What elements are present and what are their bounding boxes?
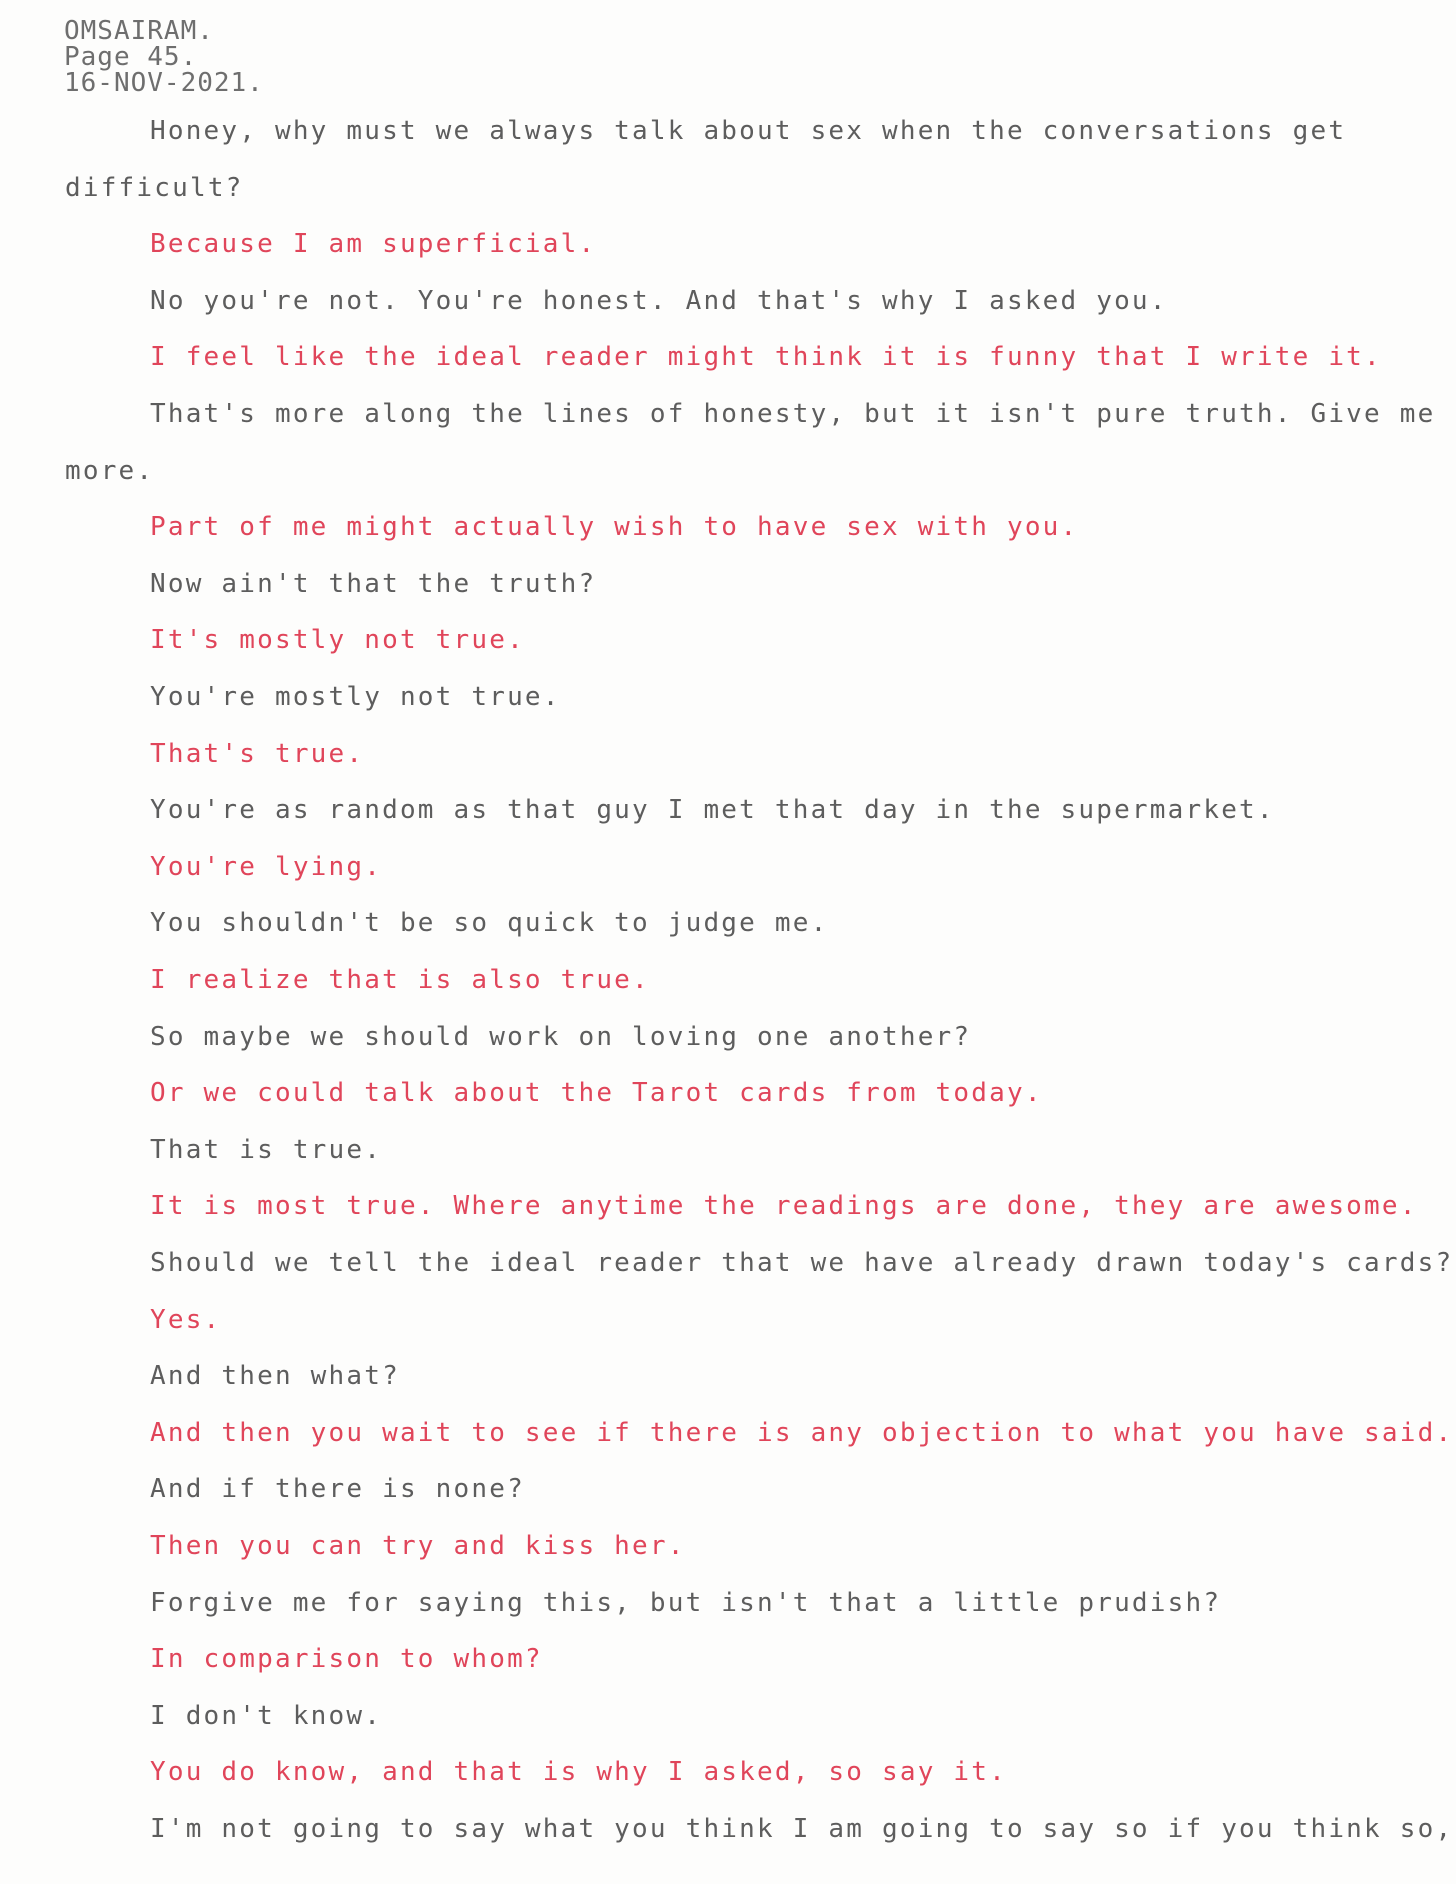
black-typed-line: I'm not going to say what you think I am going to say so if you think so, <box>150 1814 1454 1844</box>
header-title: OMSAIRAM. <box>64 16 214 46</box>
black-typed-line: You're as random as that guy I met that day in the supermarket. <box>150 795 1275 826</box>
black-typed-line: Now ain't that the truth? <box>150 568 597 599</box>
header-page-number: Page 45. <box>64 42 198 72</box>
red-typed-line: Or we could talk about the Tarot cards from today. <box>150 1078 1043 1109</box>
black-typed-line: I don't know. <box>150 1700 383 1731</box>
black-typed-line: Honey, why must we always talk about sex when the conversations get <box>150 116 1347 146</box>
page-header <box>64 18 264 96</box>
black-typed-line: more. <box>65 455 155 486</box>
red-typed-line: And then you wait to see if there is any objection to what you have said. <box>150 1417 1454 1448</box>
black-typed-line: Forgive me for saying this, but isn't that a little prudish? <box>150 1587 1222 1618</box>
red-typed-line: Then you can try and kiss her. <box>150 1531 686 1561</box>
red-typed-line: Because I am superficial. <box>150 229 597 260</box>
black-typed-line: That is true. <box>150 1134 383 1165</box>
red-typed-line: That's true. <box>150 738 365 769</box>
black-typed-line: That's more along the lines of honesty, but it isn't pure truth. Give me <box>150 399 1436 429</box>
red-typed-line: I feel like the ideal reader might think it is funny that I write it. <box>150 342 1382 373</box>
red-typed-line: You're lying. <box>150 851 383 882</box>
red-typed-line: You do know, and that is why I asked, so say it. <box>150 1757 1007 1788</box>
black-typed-line: No you're not. You're honest. And that's why I asked you. <box>150 285 1168 316</box>
black-typed-line: So maybe we should work on loving one another? <box>150 1021 972 1052</box>
red-typed-line: Part of me might actually wish to have sex with you. <box>150 512 1079 543</box>
black-typed-line: difficult? <box>65 172 244 203</box>
header-date: 16-NOV-2021. <box>64 68 264 98</box>
black-typed-line: You're mostly not true. <box>150 682 561 712</box>
red-typed-line: In comparison to whom? <box>150 1644 543 1675</box>
black-typed-line: And then what? <box>150 1361 400 1392</box>
red-typed-line: It's mostly not true. <box>150 625 525 656</box>
red-typed-line: Yes. <box>150 1304 222 1335</box>
black-typed-line: And if there is none? <box>150 1474 525 1505</box>
red-typed-line: I realize that is also true. <box>150 965 650 995</box>
black-typed-line: You shouldn't be so quick to judge me. <box>150 908 829 939</box>
red-typed-line: It is most true. Where anytime the readings are done, they are awesome. <box>150 1191 1418 1222</box>
black-typed-line: Should we tell the ideal reader that we have already drawn today's cards? <box>150 1248 1454 1278</box>
